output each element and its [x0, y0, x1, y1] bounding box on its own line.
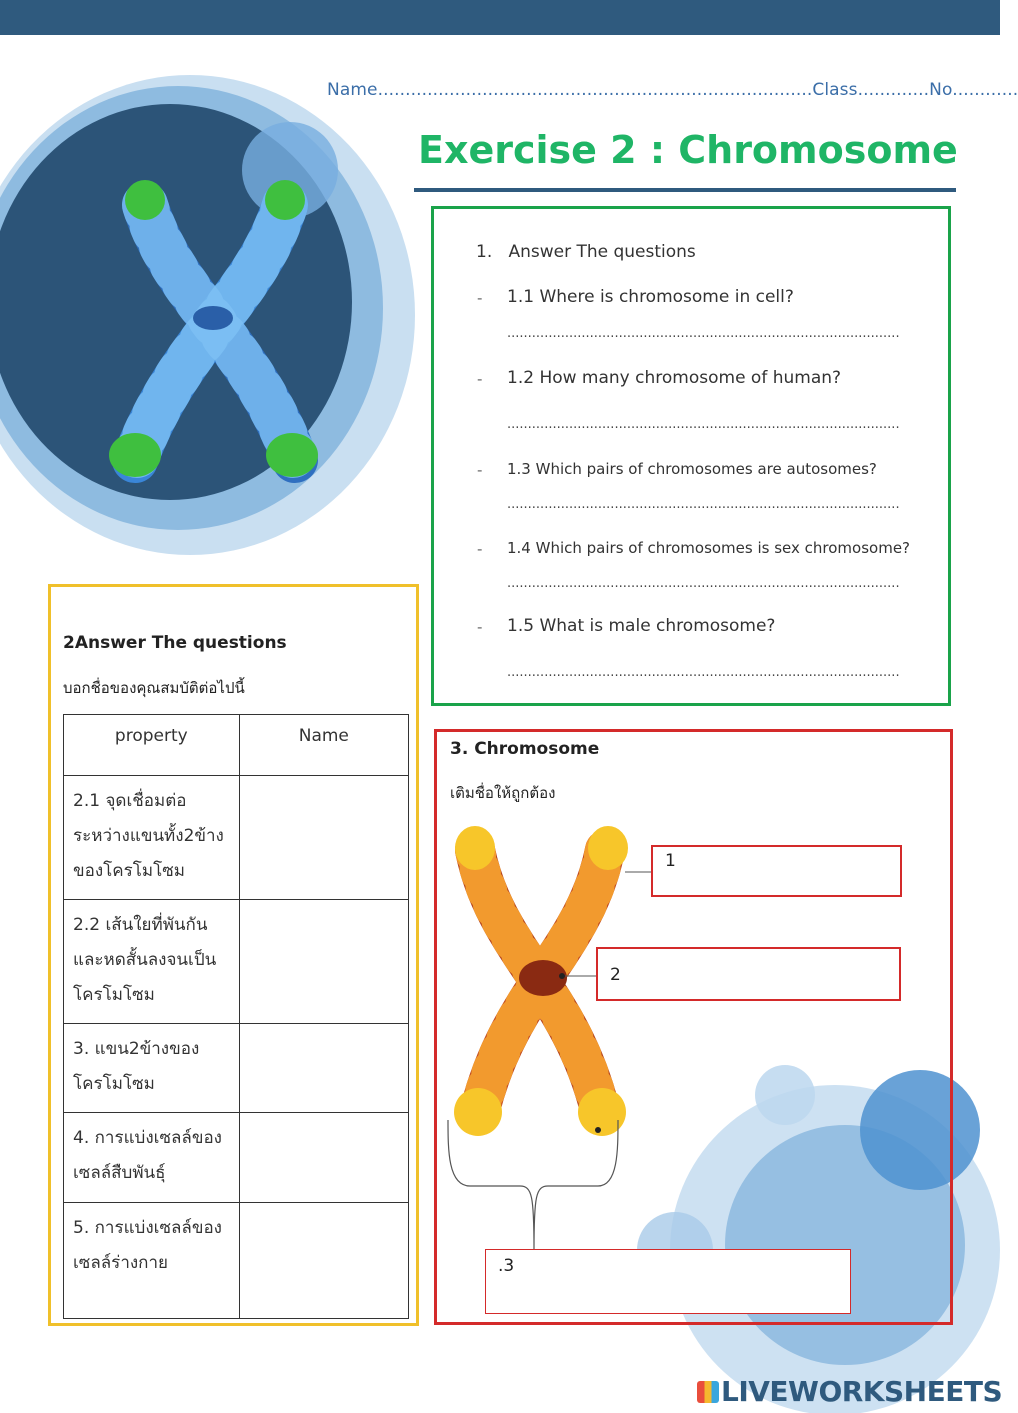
answer-1-1-field[interactable]: ...............................................................................................: [507, 326, 900, 341]
property-line: ของโครโมโซม: [73, 861, 185, 881]
q2-bullet: -: [477, 370, 483, 388]
table-row: [64, 1203, 409, 1319]
answer-1-4-field[interactable]: ...............................................................................................: [507, 576, 900, 591]
question-1-1: 1.1 Where is chromosome in cell?: [507, 287, 794, 307]
class-field[interactable]: .............: [857, 80, 930, 100]
property-2-2: [64, 900, 240, 1024]
section1-heading-text: Answer The questions: [508, 242, 696, 262]
property-line: 5. การแบ่งเซลล์ของ: [73, 1218, 222, 1238]
top-banner: [0, 0, 1000, 35]
section1-heading: [476, 242, 696, 262]
q1-bullet: -: [477, 289, 483, 307]
title-divider: [414, 188, 956, 192]
section3-heading: 3. Chromosome: [450, 739, 600, 759]
property-line: โครโมโซม: [73, 1074, 155, 1094]
table-header-row: [64, 715, 409, 776]
question-1-2: 1.2 How many chromosome of human?: [507, 368, 842, 388]
section1-number: 1.: [476, 242, 493, 262]
property-line: เซลล์สืบพันธุ์: [73, 1163, 166, 1183]
property-line: ระหว่างแขนทั้ง2ข้าง: [73, 826, 224, 846]
question-1-4: 1.4 Which pairs of chromosomes is sex chromosome?: [507, 539, 911, 557]
page-title: Exercise 2 : Chromosome: [418, 128, 958, 172]
answer-1-3-field[interactable]: ...............................................................................................: [507, 497, 900, 512]
property-table: [63, 714, 409, 1319]
answer-cell-2-1[interactable]: [239, 776, 408, 900]
table-row: [64, 1113, 409, 1203]
answer-cell-5[interactable]: [239, 1203, 408, 1319]
answer-cell-2-2[interactable]: [239, 900, 408, 1024]
orange-chromosome-diagram: [440, 820, 670, 1260]
answer-1-5-field[interactable]: ...............................................................................................: [507, 665, 900, 680]
label-1-number: 1: [665, 851, 676, 871]
number-field[interactable]: ............: [952, 80, 1018, 100]
section2-heading: 2Answer The questions: [63, 633, 287, 653]
question-1-3: 1.3 Which pairs of chromosomes are autosomes?: [507, 460, 877, 478]
q5-bullet: -: [477, 618, 483, 636]
label-3-field[interactable]: [485, 1249, 851, 1314]
property-line: 2.1 จุดเชื่อมต่อ: [73, 791, 187, 811]
class-label: Class: [812, 80, 858, 100]
blue-chromosome-illustration: [0, 40, 420, 580]
property-5: [64, 1203, 240, 1319]
question-1-5: 1.5 What is male chromosome?: [507, 616, 776, 636]
property-4: [64, 1113, 240, 1203]
property-line: 2.2 เส้นใยที่พันกัน: [73, 915, 208, 935]
property-3: [64, 1024, 240, 1113]
liveworksheets-logo-icon: [697, 1381, 719, 1403]
section2-subheading: บอกชื่อของคุณสมบัติต่อไปนี้: [63, 679, 245, 697]
property-line: 4. การแบ่งเซลล์ของ: [73, 1128, 222, 1148]
liveworksheets-logo: [697, 1375, 1002, 1408]
property-line: โครโมโซม: [73, 985, 155, 1005]
column-header-name: Name: [239, 715, 408, 776]
property-line: 3. แขน2ข้างของ: [73, 1039, 200, 1059]
answer-cell-4[interactable]: [239, 1113, 408, 1203]
property-2-1: [64, 776, 240, 900]
table-row: [64, 776, 409, 900]
column-header-property: property: [64, 715, 240, 776]
name-field[interactable]: ...............................................................................: [377, 80, 813, 100]
q3-bullet: -: [477, 461, 483, 479]
number-label: No: [929, 80, 953, 100]
answer-cell-3[interactable]: [239, 1024, 408, 1113]
label-2-field[interactable]: [596, 947, 901, 1001]
name-label: Name: [327, 80, 378, 100]
property-line: และหดสั้นลงจนเป็น: [73, 950, 217, 970]
answer-1-2-field[interactable]: ...............................................................................................: [507, 417, 900, 432]
label-3-number: .3: [498, 1256, 515, 1276]
label-1-field[interactable]: [651, 845, 902, 897]
label-2-number: 2: [610, 965, 621, 985]
table-row: [64, 900, 409, 1024]
section3-subheading: เติมชื่อให้ถูกต้อง: [450, 784, 556, 802]
liveworksheets-logo-text: LIVEWORKSHEETS: [721, 1375, 1003, 1408]
table-row: [64, 1024, 409, 1113]
student-info-line: [327, 80, 1018, 100]
property-line: เซลล์ร่างกาย: [73, 1253, 168, 1273]
q4-bullet: -: [477, 540, 483, 558]
